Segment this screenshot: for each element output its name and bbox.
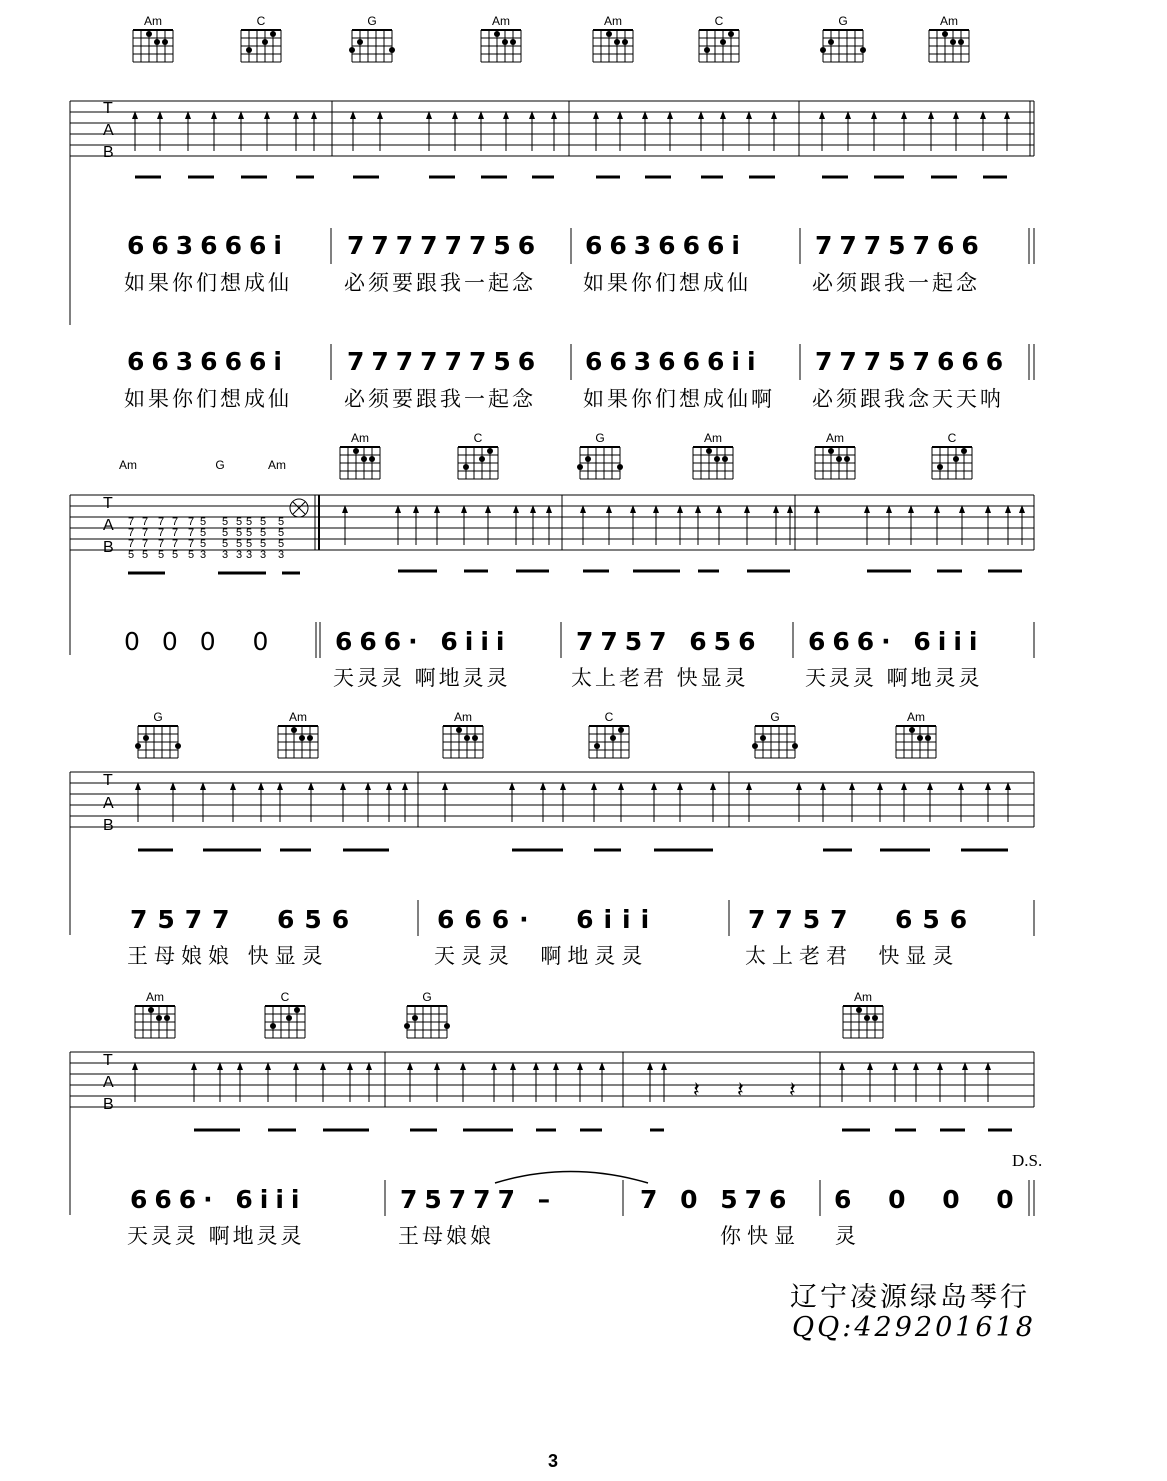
tab-fret-number: 7 (188, 516, 195, 528)
chord-dot (828, 448, 834, 454)
tab-fret-number: 5 (236, 538, 243, 550)
notation-l5-m1: 666· 6iii (130, 1185, 307, 1214)
tab-fret-number: 5 (246, 516, 253, 528)
tab-fret-number: 7 (172, 538, 179, 550)
chord-label-am: Am (907, 710, 925, 724)
chord-label-am: Am (144, 14, 162, 28)
tab-fret-number: 7 (158, 538, 165, 550)
tab-fret-number: 7 (158, 527, 165, 539)
lyric-l2-m3: 如果你们想成仙啊 (583, 387, 775, 411)
chord-dot (618, 727, 624, 733)
chord-dot (714, 456, 720, 462)
tab-fret-number: 3 (200, 549, 207, 561)
lyric-l5-m4: 灵 (835, 1224, 859, 1248)
tab-fret-number: 5 (260, 527, 267, 539)
chord-dot (617, 464, 623, 470)
notation-l2-m3: 663666ii (585, 347, 763, 376)
chord-label-am: Am (826, 431, 844, 445)
chord-dot (479, 456, 485, 462)
tab-fret-number: 7 (142, 538, 149, 550)
tab-fret-number: 5 (246, 527, 253, 539)
notation-l5-m4: 6 0 0 0 (834, 1185, 1028, 1214)
chord-dot (369, 456, 375, 462)
chord-dot (456, 727, 462, 733)
rest-symbol: 𝄽 (789, 1078, 796, 1103)
notation-l3-m4: 666· 6iii (808, 627, 985, 656)
chord-dot (444, 1023, 450, 1029)
notation-l1-m3: 663666i (585, 231, 747, 260)
rest-symbol: 𝄽 (693, 1078, 700, 1103)
chord-dot (953, 456, 959, 462)
chord-dot (594, 743, 600, 749)
notation-l5-m3: 7 0 576 (640, 1185, 794, 1214)
rest-symbol: 𝄽 (737, 1078, 744, 1103)
tab-fret-number: 5 (278, 527, 285, 539)
chord-dot (722, 456, 728, 462)
chord-dot (156, 1015, 162, 1021)
chord-label-c: C (947, 431, 957, 445)
chord-dot (246, 47, 252, 53)
chord-dot (836, 456, 842, 462)
tab-fret-number: 5 (236, 516, 243, 528)
chord-dot (909, 727, 915, 733)
chord-dot (270, 31, 276, 37)
credit-qq: QQ:429201618 (792, 1312, 1036, 1343)
chord-dot (291, 727, 297, 733)
notation-l4-m3: 7757 656 (748, 905, 978, 934)
lyric-l1-m1: 如果你们想成仙 (124, 271, 292, 295)
chord-label-am: Am (854, 990, 872, 1004)
notation-l1-m4: 7775766 (815, 231, 986, 260)
chord-dot (353, 448, 359, 454)
chord-dot (135, 743, 141, 749)
tab-fret-number: 3 (260, 549, 267, 561)
notation-l1-m1: 663666i (127, 231, 289, 260)
chord-dot (472, 735, 478, 741)
tab-fret-number: 5 (200, 538, 207, 550)
tab-fret-number: 5 (200, 516, 207, 528)
chord-dot (606, 31, 612, 37)
lyric-l4-m3: 太上老君 快显灵 (745, 944, 960, 968)
lyric-l4-m2: 天灵灵 啊地灵灵 (434, 944, 649, 968)
chord-name-am: Am (268, 458, 286, 472)
notation-l3-m2: 666· 6iii (335, 627, 512, 656)
tab-fret-number: 7 (172, 527, 179, 539)
lyric-l5-m1: 天灵灵 啊地灵灵 (127, 1224, 305, 1248)
chord-dot (828, 39, 834, 45)
chord-label-g: G (367, 14, 377, 28)
tab-fret-number: 3 (246, 549, 253, 561)
chord-label-am: Am (289, 710, 307, 724)
tab-fret-number: 5 (172, 549, 179, 561)
chord-dot (614, 39, 620, 45)
chord-name-g: G (215, 458, 225, 472)
notation-l2-m2: 77777756 (347, 347, 543, 376)
chord-dot (154, 39, 160, 45)
tab-fret-number: 5 (200, 527, 207, 539)
tab-fret-number: 7 (142, 516, 149, 528)
notation-l4-m2: 666· 6iii (437, 905, 660, 934)
chord-dot (844, 456, 850, 462)
tab-fret-number: 7 (128, 527, 135, 539)
chord-dot (704, 47, 710, 53)
chord-label-c: C (473, 431, 483, 445)
chord-dot (412, 1015, 418, 1021)
lyric-l2-m4: 必须跟我念天天呐 (812, 387, 1004, 411)
chord-dot (942, 31, 948, 37)
chord-dot (760, 735, 766, 741)
chord-dot (357, 39, 363, 45)
chord-label-c: C (714, 14, 724, 28)
tab-fret-number: 5 (128, 549, 135, 561)
tab-fret-number: 5 (278, 538, 285, 550)
chord-dot (270, 1023, 276, 1029)
chord-dot (610, 735, 616, 741)
tab-fret-number: 3 (278, 549, 285, 561)
tab-fret-number: 7 (158, 516, 165, 528)
chord-dot (706, 448, 712, 454)
chord-dot (464, 735, 470, 741)
tab-fret-number: 3 (222, 549, 229, 561)
lyric-l2-m1: 如果你们想成仙 (124, 387, 292, 411)
chord-label-c: C (604, 710, 614, 724)
tie-arc (495, 1172, 648, 1184)
tab-fret-number: 5 (222, 516, 229, 528)
chord-dot (294, 1007, 300, 1013)
chord-dot (143, 735, 149, 741)
chord-dot (146, 31, 152, 37)
chord-name-am: Am (119, 458, 137, 472)
page-number: 3 (548, 1451, 559, 1471)
tab-fret-number: 7 (172, 516, 179, 528)
chord-dot (389, 47, 395, 53)
chord-label-g: G (770, 710, 780, 724)
chord-dot (917, 735, 923, 741)
notation-l1-m2: 77777756 (347, 231, 543, 260)
tab-fret-number: 7 (188, 538, 195, 550)
lyric-l3-m4: 天灵灵 啊地灵灵 (805, 666, 983, 690)
lyric-l1-m4: 必须跟我一起念 (812, 271, 980, 295)
notation-l5-m2: 75777 – (400, 1185, 558, 1214)
notation-l3-m1: 0 0 0 0 (124, 627, 276, 656)
tab-fret-number: 5 (222, 527, 229, 539)
chord-dot (164, 1015, 170, 1021)
lyric-l3-m3: 太上老君 快显灵 (571, 666, 749, 690)
lyric-l4-m1: 王母娘娘 快显灵 (127, 944, 329, 968)
chord-dot (728, 31, 734, 37)
lyric-l5-m2: 王母娘娘 (398, 1224, 494, 1248)
chord-dot (856, 1007, 862, 1013)
chord-dot (299, 735, 305, 741)
chord-label-am: Am (604, 14, 622, 28)
lyric-l1-m3: 如果你们想成仙 (583, 271, 751, 295)
chord-label-am: Am (492, 14, 510, 28)
chord-label-g: G (422, 990, 432, 1004)
chord-dot (752, 743, 758, 749)
chord-dot (487, 448, 493, 454)
chord-dot (510, 39, 516, 45)
chord-label-am: Am (454, 710, 472, 724)
chord-dot (404, 1023, 410, 1029)
chord-dot (864, 1015, 870, 1021)
tab-fret-number: 5 (188, 549, 195, 561)
chord-dot (307, 735, 313, 741)
chord-dot (175, 743, 181, 749)
chord-dot (925, 735, 931, 741)
chord-dot (937, 464, 943, 470)
chord-label-c: C (280, 990, 290, 1004)
tab-fret-number: 3 (236, 549, 243, 561)
chord-dot (958, 39, 964, 45)
chord-dot (622, 39, 628, 45)
tab-fret-number: 7 (128, 516, 135, 528)
notation-l2-m4: 77757666 (815, 347, 1011, 376)
chord-dot (494, 31, 500, 37)
chord-label-c: C (256, 14, 266, 28)
notation-l3-m3: 7757 656 (576, 627, 763, 656)
lyric-l5-m3: 你快显 (720, 1224, 801, 1248)
chord-dot (286, 1015, 292, 1021)
tab-fret-number: 5 (278, 516, 285, 528)
chord-label-am: Am (351, 431, 369, 445)
lyric-l1-m2: 必须要跟我一起念 (344, 271, 536, 295)
chord-label-g: G (153, 710, 163, 724)
chord-label-am: Am (704, 431, 722, 445)
credit-shop-name: 辽宁凌源绿岛琴行 (790, 1282, 1030, 1313)
chord-dot (961, 448, 967, 454)
tab-fret-number: 5 (142, 549, 149, 561)
tab-fret-number: 5 (260, 538, 267, 550)
tab-fret-number: 7 (188, 527, 195, 539)
chord-dot (577, 464, 583, 470)
tab-fret-number: 5 (222, 538, 229, 550)
lyric-l3-m2: 天灵灵 啊地灵灵 (333, 666, 511, 690)
tab-fret-number: 7 (128, 538, 135, 550)
chord-dot (860, 47, 866, 53)
ds-marking: D.S. (1012, 1151, 1043, 1170)
tab-fret-number: 5 (158, 549, 165, 561)
lyric-l2-m2: 必须要跟我一起念 (344, 387, 536, 411)
tab-fret-number: 7 (142, 527, 149, 539)
chord-dot (502, 39, 508, 45)
chord-dot (720, 39, 726, 45)
chord-label-am: Am (940, 14, 958, 28)
tab-fret-number: 5 (246, 538, 253, 550)
chord-dot (950, 39, 956, 45)
notation-l2-m1: 663666i (127, 347, 289, 376)
chord-dot (872, 1015, 878, 1021)
notation-l4-m1: 7577 656 (130, 905, 360, 934)
chord-dot (262, 39, 268, 45)
chord-dot (148, 1007, 154, 1013)
chord-dot (162, 39, 168, 45)
chord-dot (463, 464, 469, 470)
chord-dot (792, 743, 798, 749)
chord-label-g: G (838, 14, 848, 28)
chord-label-g: G (595, 431, 605, 445)
tab-fret-number: 5 (260, 516, 267, 528)
chord-dot (585, 456, 591, 462)
chord-dot (349, 47, 355, 53)
chord-dot (361, 456, 367, 462)
tab-fret-number: 5 (236, 527, 243, 539)
chord-dot (820, 47, 826, 53)
chord-label-am: Am (146, 990, 164, 1004)
